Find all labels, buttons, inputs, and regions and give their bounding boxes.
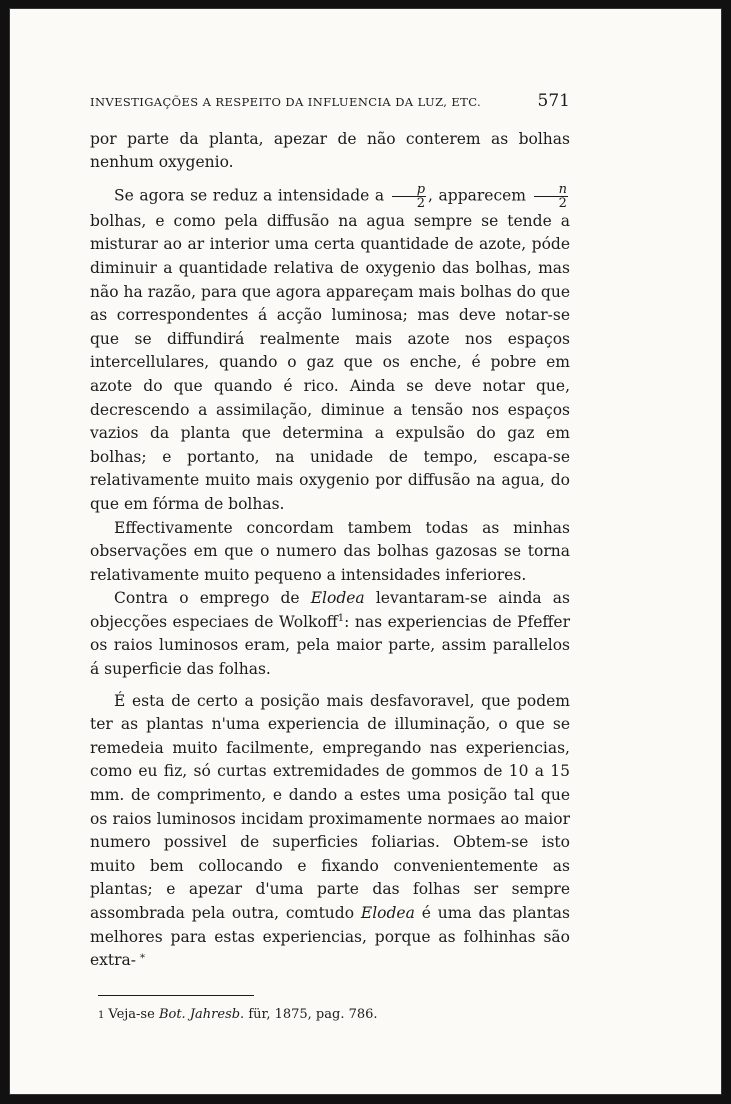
footnote: 1 Veja-se Bot. Jahresb. für, 1875, pag. 786. <box>98 1006 378 1022</box>
paragraph-4: Contra o emprego de Elodea levantaram-se ainda as objecções especiaes de Wolkoff$^1$: nas experiencias de Pfeffer os raios luminosos eram, pela maior parte, assim parallelos á superficie das folhas. <box>90 589 570 679</box>
paragraph-3: Effectivamente concordam tambem todas as minhas observações em que o numero das bolhas gazosas se torna relativamente muito pequeno a intensidades inferiores. <box>90 518 570 584</box>
footnote-reference: 1 <box>337 612 345 624</box>
text-block <box>90 90 570 1025</box>
ink-speck: * <box>140 953 145 964</box>
page <box>9 8 722 1095</box>
running-title: INVESTIGAÇÕES A RESPEITO DA INFLUENCIA DA LUZ, ETC. <box>90 95 482 109</box>
paragraph-1: por parte da planta, apezar de não conterem as bolhas nenhum oxygenio. <box>90 129 570 172</box>
fraction-n-over-2: $\frac{n}{2}$ <box>534 183 568 210</box>
italic-elodea-2: Elodea <box>360 904 415 922</box>
page-number: 571 <box>537 91 570 111</box>
paragraph-5: É esta de certo a posição mais desfavoravel, que podem ter as plantas n'uma experiencia de illuminação, o que se remedeia muito facilmente, empregando nas experiencias, como eu fiz, só curtas extremidades de gommos de 10 a 15 mm. de comprimento, e dando a estes uma posição tal que os raios luminosos incidam proximamente normaes ao maior numero possivel de superficies foliarias. Obtem-se isto muito bem collocando e fixando convenientemente as plantas; e apezar d'uma parte das folhas ser sempre assombrada pela outra, comtudo Elodea é uma das plantas melhores para estas experiencias, porque as folhinhas são extra- <box>90 691 570 970</box>
paragraph-2: Se agora se reduz a intensidade a $\frac{p}{2}$ , apparecem $\frac{n}{2}$ bolhas, e como pela diffusão na agua sempre se tende a misturar ao ar interior uma certa quantidade de azote, póde diminuir a quantidade relativa de oxygenio das bolhas, mas não ha razão, para que agora appareçam mais bolhas do que as correspondentes á acção luminosa; mas deve notar-se que se diffundirá realmente mais azote nos espaços intercellulares, quando o gaz que os enche, é pobre em azote do que quando é rico. Ainda se deve notar que, decrescendo a assimilação, diminue a tensão nos espaços vazios da planta que determina a expulsão do gaz em bolhas; e portanto, na unidade de tempo, escapa-se relativamente muito mais oxygenio por diffusão na agua, do que em fórma de bolhas. <box>90 181 570 513</box>
italic-elodea: Elodea <box>310 589 365 608</box>
fraction-p-over-2: $\frac{p}{2}$ <box>392 183 426 210</box>
footnote-divider <box>98 995 254 996</box>
running-header <box>90 90 570 115</box>
